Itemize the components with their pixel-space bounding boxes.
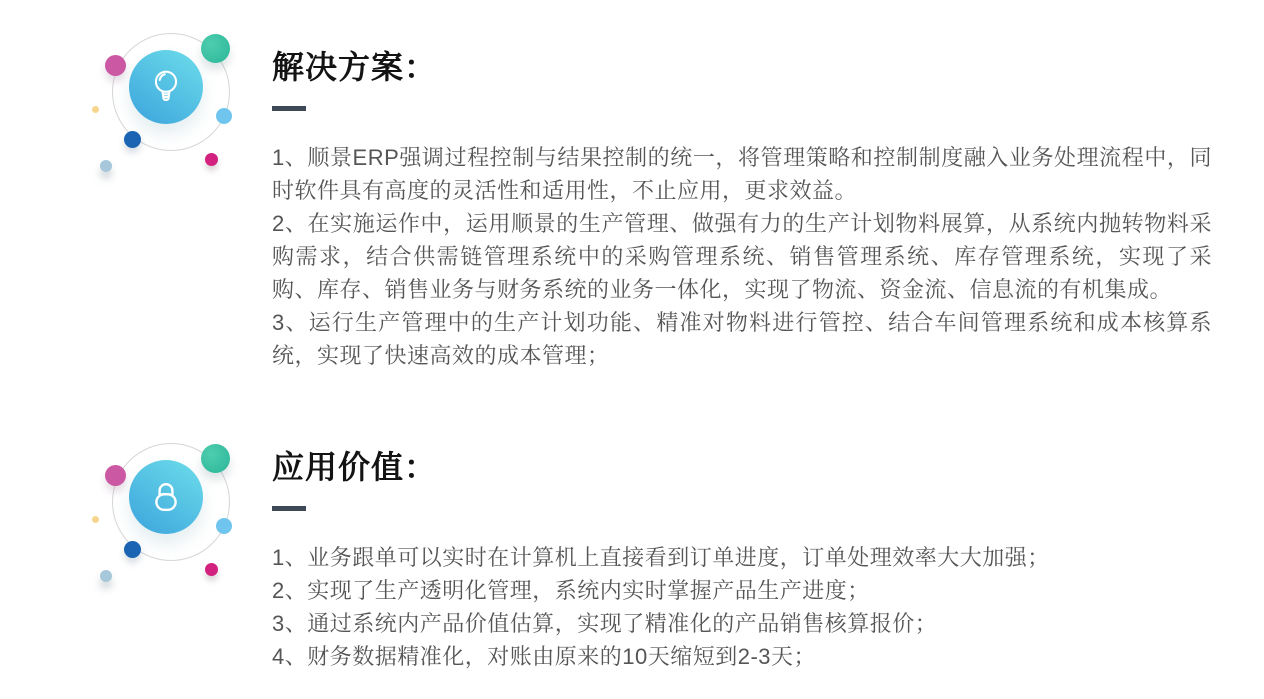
lightbulb-badge [85,22,260,207]
badge-circle [129,50,203,124]
decor-dot-teal [201,444,230,473]
value-content [272,448,1212,673]
decor-dot-navy [124,131,141,148]
solution-heading: 解决方案： [272,49,438,85]
decor-dot-lightblue [100,570,112,582]
value-item-3: 3、通过系统内产品价值估算，实现了精准化的产品销售核算报价； [272,611,938,636]
solution-section [0,22,1264,402]
solution-paragraphs [272,141,1212,372]
decor-dot-lightblue [100,160,112,172]
badge-circle [129,460,203,534]
decor-dot-magenta [205,563,218,576]
value-item-1: 1、业务跟单可以实时在计算机上直接看到订单进度，订单处理效率大大加强； [272,545,1050,570]
heading-underline-dash [272,506,306,511]
value-section [0,432,1264,699]
value-item-2: 2、实现了生产透明化管理，系统内实时掌握产品生产进度； [272,578,870,603]
decor-dot-navy [124,541,141,558]
decor-dot-sky [216,108,232,124]
heading-underline-dash [272,106,306,111]
value-paragraphs [272,541,1212,673]
value-heading: 应用价值： [272,449,438,485]
solution-content [272,48,1212,372]
decor-dot-yellow [92,516,99,523]
lightbulb-icon [145,66,187,108]
lock-icon [144,475,188,519]
solution-item-1: 1、顺景ERP强调过程控制与结果控制的统一，将管理策略和控制制度融入业务处理流程中，同时软件具有高度的灵活性和适用性，不止应用，更求效益。 [272,145,1212,203]
decor-dot-teal [201,34,230,63]
decor-dot-magenta [205,153,218,166]
decor-dot-pink [105,55,126,76]
solution-item-2: 2、在实施运作中，运用顺景的生产管理、做强有力的生产计划物料展算，从系统内抛转物料采购需求，结合供需链管理系统中的采购管理系统、销售管理系统、库存管理系统，实现了采购、库存、销售业务与财务系统的业务一体化，实现了物流、资金流、信息流的有机集成。 [272,211,1212,302]
value-item-4: 4、财务数据精准化，对账由原来的10天缩短到2-3天； [272,644,817,669]
decor-dot-sky [216,518,232,534]
solution-item-3: 3、运行生产管理中的生产计划功能、精准对物料进行管控、结合车间管理系统和成本核算系统，实现了快速高效的成本管理； [272,310,1212,368]
decor-dot-yellow [92,106,99,113]
lock-badge [85,432,260,617]
decor-dot-pink [105,465,126,486]
